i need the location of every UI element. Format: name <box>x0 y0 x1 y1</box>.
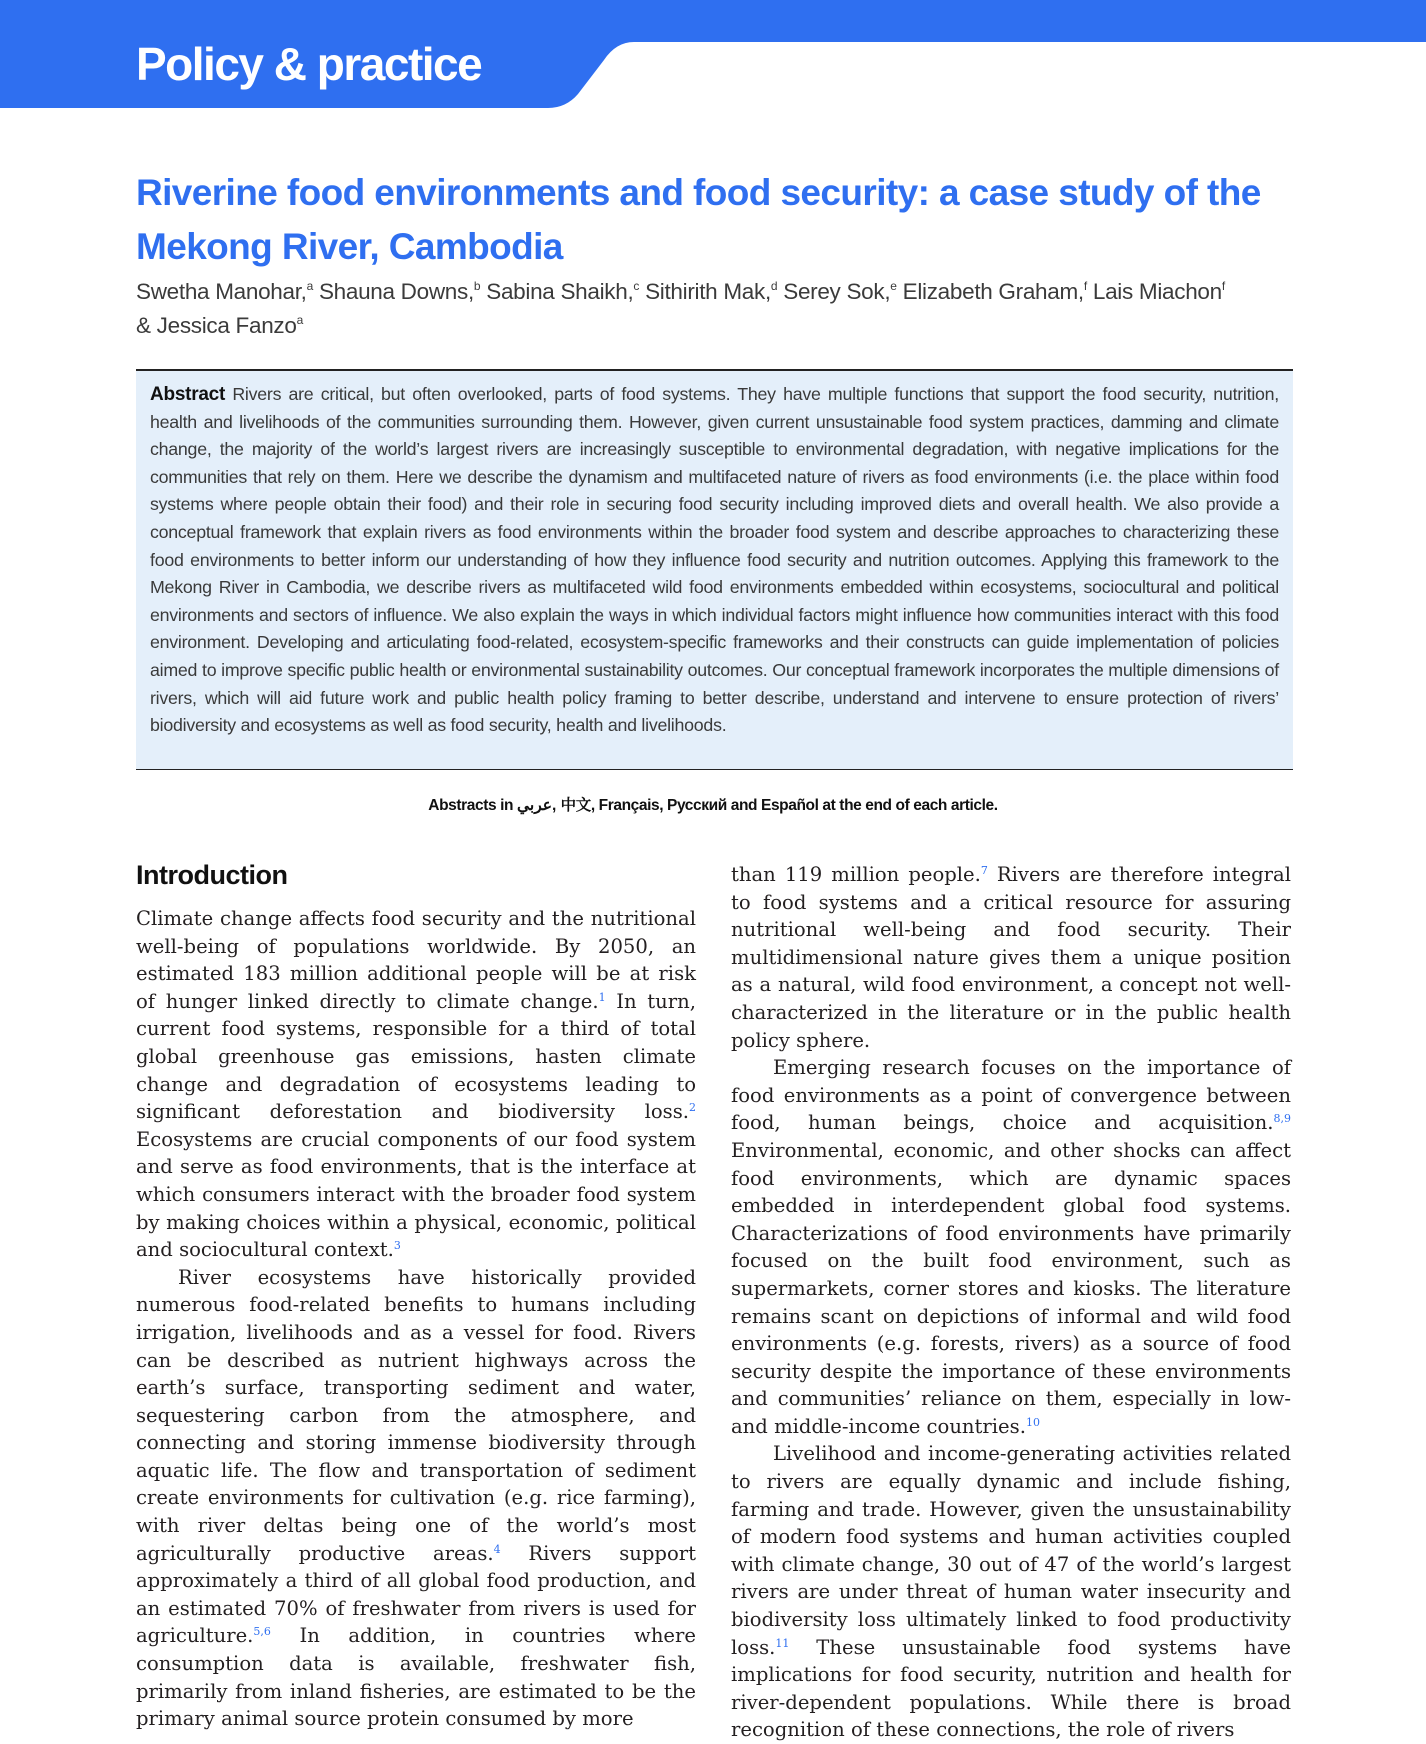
author-affiliation: a <box>306 279 313 293</box>
author-affiliation: f <box>1083 279 1087 293</box>
author-name <box>319 279 480 304</box>
body-column-left <box>136 859 696 1733</box>
author-name-text: Sithirith Mak, <box>645 279 771 304</box>
author-name-text: Lais Miachon <box>1092 279 1222 304</box>
author-name-text: Elizabeth Graham, <box>902 279 1084 304</box>
reference-marker[interactable]: 7 <box>980 864 988 877</box>
reference-marker[interactable]: 5,6 <box>253 1625 271 1639</box>
author-name-text: Sabina Shaikh, <box>486 279 634 304</box>
section-label: Policy & practice <box>136 38 482 90</box>
author-name-text: Swetha Manohar, <box>136 279 307 304</box>
body-paragraph <box>136 1264 696 1733</box>
author-affiliation: f <box>1221 279 1225 293</box>
body-text: Emerging research focuses on the importance of food environments as a point of convergence between food, human beings, choice and acquisition. <box>731 1056 1291 1135</box>
reference-marker[interactable]: 4 <box>493 1542 501 1556</box>
author-name-text: Jessica Fanzo <box>156 313 297 338</box>
author-affiliation: e <box>890 279 897 293</box>
reference-marker[interactable]: 8,9 <box>1273 1112 1291 1126</box>
body-column-right <box>731 861 1291 1744</box>
body-text: Rivers are therefore integral to food systems and a critical resource for assuring nutritional well-being and food security. Their multidimensional nature gives them a unique position as a natural, wild food environment, a concept not well-characterized in the literature or in the public health policy sphere. <box>731 863 1291 1052</box>
title-line: Mekong River, Cambodia <box>136 226 563 267</box>
body-paragraph <box>731 1054 1291 1440</box>
author-name-text: Shauna Downs, <box>318 279 474 304</box>
reference-marker[interactable]: 1 <box>598 990 606 1004</box>
abstract-box <box>136 369 1293 770</box>
author-name <box>645 279 777 304</box>
body-text: Livelihood and income-generating activities related to rivers are equally dynamic and include fishing, farming and trade. However, given the unsustainability of modern food systems and human activities coupled with climate change, 30 out of 47 of the world’s largest rivers are under threat of human water insecurity and biodiversity loss ultimately linked to food productivity loss. <box>731 1442 1291 1659</box>
author-name <box>903 279 1087 304</box>
author-affiliation: c <box>633 279 640 293</box>
body-paragraph <box>136 905 696 1264</box>
body-text: River ecosystems have historically provided numerous food-related benefits to humans including irrigation, livelihoods and as a vessel for food. Rivers can be described as nutrient highways across the earth’s surface, transporting sediment and water, sequestering carbon from the atmosphere, and connecting and storing immense biodiversity through aquatic life. The flow and transportation of sediment create environments for cultivation (e.g. rice farming), with river deltas being one of the world’s most agriculturally productive areas. <box>136 1265 696 1565</box>
author-affiliation: d <box>770 279 778 293</box>
author-name <box>486 279 639 304</box>
title-line: Riverine food environments and food security: a case study of the <box>136 172 1261 213</box>
author-name <box>136 279 313 304</box>
author-name <box>783 279 896 304</box>
reference-marker[interactable]: 2 <box>689 1101 696 1115</box>
abstract-text <box>150 381 1279 740</box>
body-text: Environmental, economic, and other shocks can affect food environments, which are dynamic spaces embedded in interdependent global food systems. Characterizations of food environments have primarily focused on the built food environment, such as supermarkets, corner stores and kiosks. The literature remains scant on depictions of informal and wild food environments (e.g. forests, rivers) as a source of food security despite the importance of these environments and communities’ reliance on them, especially in low- and middle-income countries. <box>731 1138 1291 1438</box>
body-text: In addition, in countries where consumption data is available, freshwater fish, primarily from inland fisheries, are estimated to be the primary animal source protein consumed by more <box>136 1624 696 1731</box>
body-text: Climate change affects food security and the nutritional well-being of populations worldwide. By 2050, an estimated 183 million additional people will be at risk of hunger linked directly to climate change. <box>136 907 696 1013</box>
author-list <box>136 275 1316 343</box>
author-name <box>1093 279 1225 304</box>
body-text: than 119 million people. <box>731 863 981 886</box>
author-affiliation: a <box>296 313 303 327</box>
author-name-text: Serey Sok, <box>783 279 891 304</box>
body-text: Rivers support approximately a third of all global food production, and an estimated 70% of freshwater from rivers is used for agriculture. <box>136 1541 696 1648</box>
translations-note: Abstracts in عربي, 中文, Français, Русский and Español at the end of each article. <box>428 797 998 814</box>
reference-marker[interactable]: 10 <box>1025 1415 1040 1429</box>
reference-marker[interactable]: 11 <box>775 1636 790 1650</box>
article-title <box>136 166 1296 274</box>
body-paragraph <box>731 1440 1291 1744</box>
body-text: Ecosystems are crucial components of our food system and serve as food environments, that is the interface at which consumers interact with the broader food system by making choices within a physical, economic, political and sociocultural context. <box>136 1127 696 1262</box>
body-text: In turn, current food systems, responsible for a third of total global greenhouse gas emissions, hasten climate change and degradation of ecosystems leading to significant deforestation and biodiversity loss. <box>136 989 696 1124</box>
author-name: & Jessica Fanzo$^a$ <box>136 313 303 338</box>
introduction-heading: Introduction <box>136 860 288 890</box>
author-affiliation: b <box>473 279 481 293</box>
abstract-body: Rivers are critical, but often overlooked, parts of food systems. They have multiple functions that support the food security, nutrition, health and livelihoods of the communities surrounding them. However, given current unsustainable food system practices, damming and climate change, the majority of the world’s largest rivers are increasingly susceptible to environmental degradation, with negative implications for the communities that rely on them. Here we describe the dynamism and multifaceted nature of rivers as food environments (i.e. the place within food systems where people obtain their food) and their role in securing food security including improved diets and overall health. We also provide a conceptual framework that explain rivers as food environments within the broader food system and describe approaches to characterizing these food environments to better inform our understanding of how they influence food security and nutrition outcomes. Applying this framework to the Mekong River in Cambodia, we describe rivers as multifaceted wild food environments embedded within ecosystems, sociocultural and political environments and sectors of influence. We also explain the ways in which individual factors might influence how communities interact with this food environment. Developing and articulating food-related, ecosystem-specific frameworks and their constructs can guide implementation of policies aimed to improve specific public health or environmental sustainability outcomes. Our conceptual framework incorporates the multiple dimensions of rivers, which will aid future work and public health policy framing to better describe, understand and intervene to ensure protection of rivers’ biodiversity and ecosystems as well as food security, health and livelihoods. <box>150 384 1279 736</box>
reference-marker[interactable]: 3 <box>393 1239 401 1253</box>
body-text: These unsustainable food systems have implications for food security, nutrition and health for river-dependent populations. While there is broad recognition of these connections, the role of rivers <box>731 1635 1291 1742</box>
abstract-label: Abstract <box>150 384 226 405</box>
body-paragraph <box>731 861 1291 1054</box>
